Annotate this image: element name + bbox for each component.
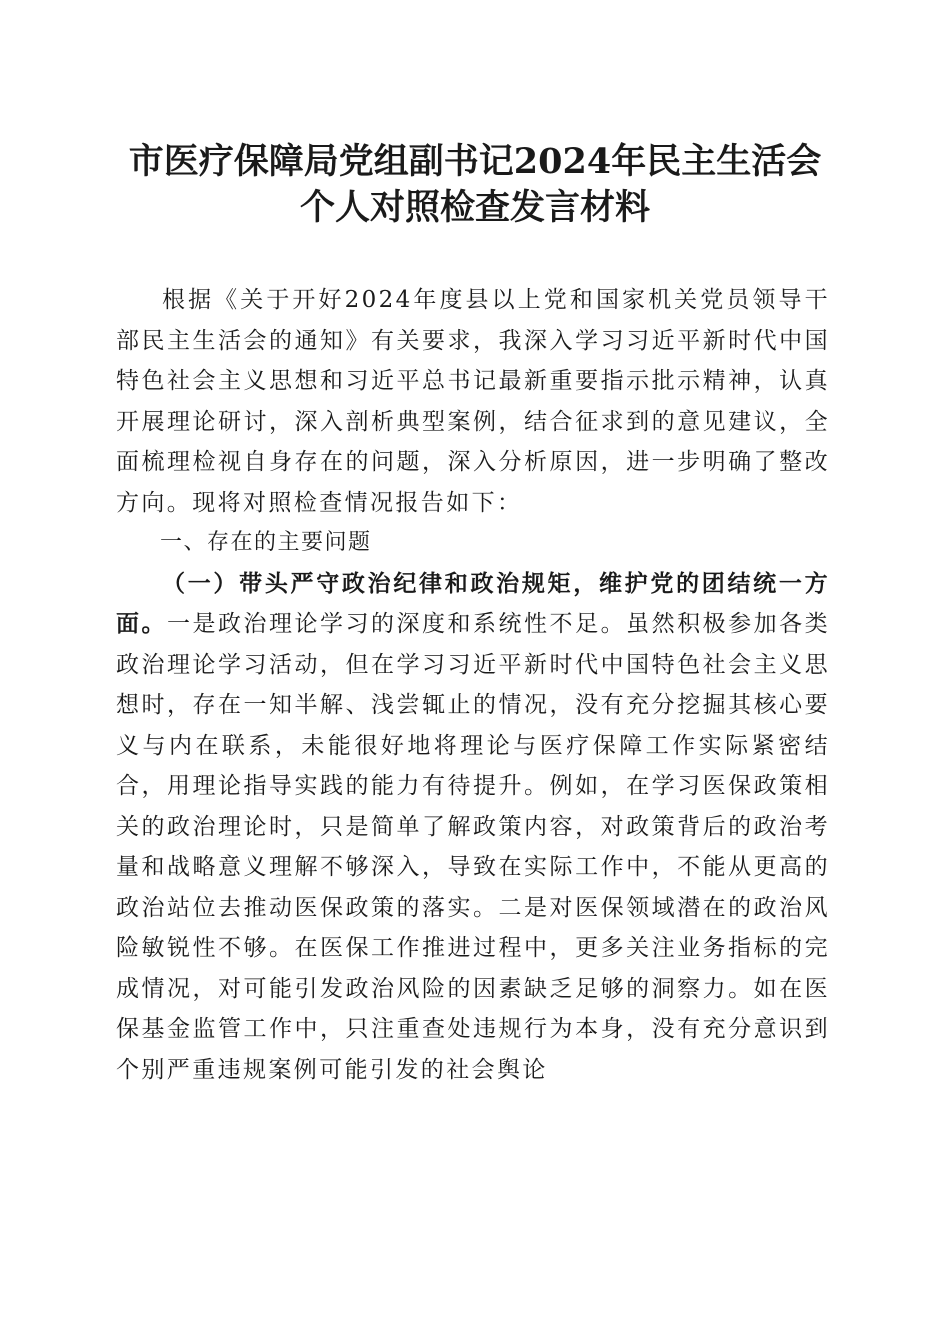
document-title-line1: 市医疗保障局党组副书记2024年民主生活会 <box>128 141 822 182</box>
intro-paragraph: 根据《关于开好2024年度县以上党和国家机关党员领导干部民主生活会的通知》有关要求，我深入学习习近平新时代中国特色社会主义思想和习近平总书记最新重要指示批示精神，认真开展理论研讨，深入剖析典型案例，结合征求到的意见建议，全面梳理检视自身存在的问题，深入分析原因，进一步明确了整改方向。现将对照检查情况报告如下： <box>116 287 830 516</box>
subsection-paragraph <box>116 564 830 1091</box>
section-heading: 一、存在的主要问题 <box>160 530 372 555</box>
subsection-heading: （一）带头严守政治纪律和政治规矩，维护党的团结统一方面。 <box>116 569 830 637</box>
subsection-body: 一是政治理论学习的深度和系统性不足。虽然积极参加各类政治理论学习活动，但在学习习近平新时代中国特色社会主义思想时，存在一知半解、浅尝辄止的情况，没有充分挖掘其核心要义与内在联系，未能很好地将理论与医疗保障工作实际紧密结合，用理论指导实践的能力有待提升。例如，在学习医保政策相关的政治理论时，只是简单了解政策内容，对政策背后的政治考量和战略意义理解不够深入，导致在实际工作中，不能从更高的政治站位去推动医保政策的落实。二是对医保领域潜在的政治风险敏锐性不够。在医保工作推进过程中，更多关注业务指标的完成情况，对可能引发政治风险的因素缺乏足够的洞察力。如在医保基金监管工作中，只注重查处违规行为本身，没有充分意识到个别严重违规案例可能引发的社会舆论 <box>116 611 830 1083</box>
document-body <box>116 280 830 1090</box>
document-title-line2: 个人对照检查发言材料 <box>299 187 650 228</box>
